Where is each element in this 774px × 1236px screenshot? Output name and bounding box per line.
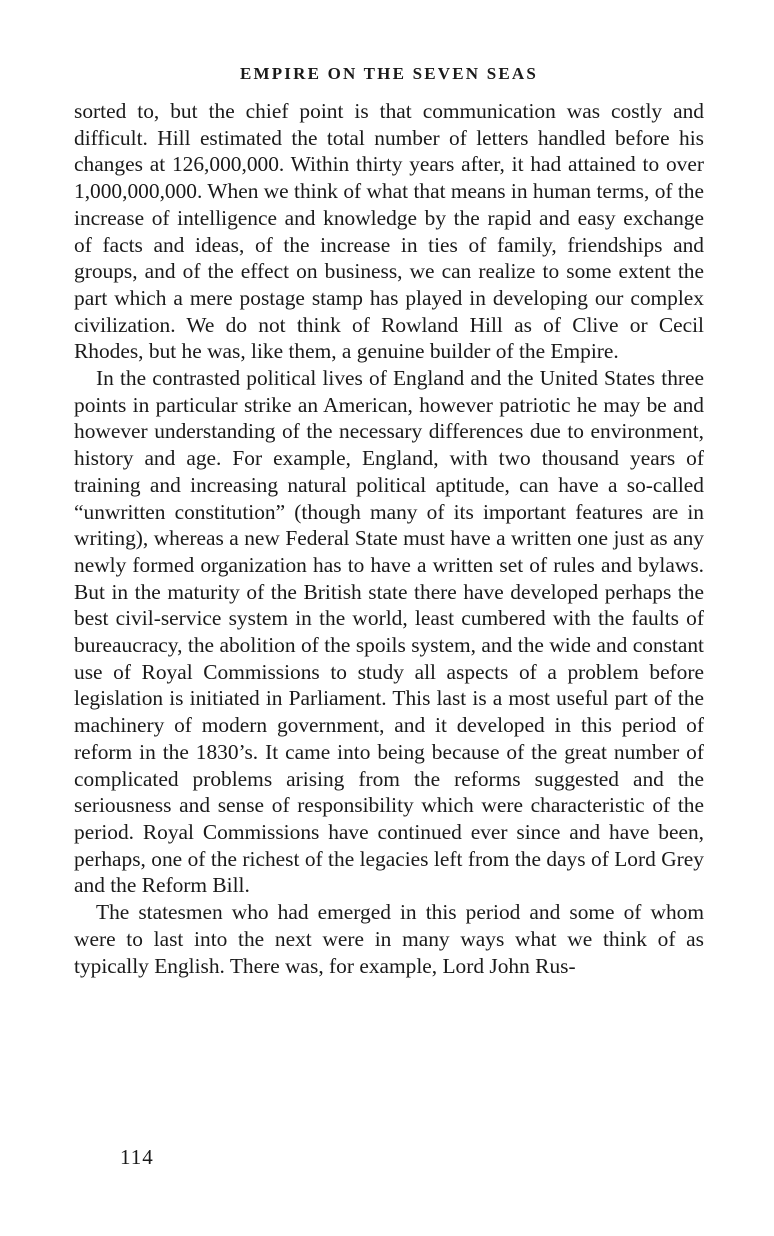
running-head: EMPIRE ON THE SEVEN SEAS bbox=[239, 64, 539, 83]
paragraph-1: sorted to, but the chief point is that communication was costly and difficult. Hill estimated the total number of letters handled before his changes at 126,000,000. Within thirty years after, it had attained to over 1,000,000,000. When we think of what that means in human terms, of the increase of intelligence and knowledge by the rapid and easy exchange of facts and ideas, of the increase in ties of family, friendships and groups, and of the effect on business, we can realize to some extent the part which a mere postage stamp has played in developing our complex civilization. We do not think of Rowland Hill as of Clive or Cecil Rhodes, but he was, like them, a genuine builder of the Empire. bbox=[74, 99, 704, 364]
paragraph-3: The statesmen who had emerged in this period and some of whom were to last into the next were in many ways what we think of as typically English. There was, for example, Lord John Rus- bbox=[74, 900, 704, 978]
page bbox=[74, 62, 704, 979]
paragraph-2: In the contrasted political lives of England and the United States three points in particular strike an American, however patriotic he may be and however understanding of the necessary differences due to environment, history and age. For example, England, with two thousand years of training and increasing natural political aptitude, can have a so-called “unwritten constitution” (though many of its important features are in writing), whereas a new Federal State must have a written one just as any newly formed organization has to have a written set of rules and bylaws. But in the maturity of the British state there have developed perhaps the best civil-service system in the world, least cumbered with the faults of bureaucracy, the abolition of the spoils system, and the wide and constant use of Royal Commissions to study all aspects of a problem before legislation is initiated in Parliament. This last is a most useful part of the machinery of modern government, and it developed in this period of reform in the 1830’s. It came into being because of the great number of complicated problems arising from the reforms suggested and the seriousness and sense of responsibility which were characteristic of the period. Royal Commissions have continued ever since and have been, perhaps, one of the richest of the legacies left from the days of Lord Grey and the Reform Bill. bbox=[74, 366, 704, 898]
page-number: 114 bbox=[120, 1145, 154, 1169]
